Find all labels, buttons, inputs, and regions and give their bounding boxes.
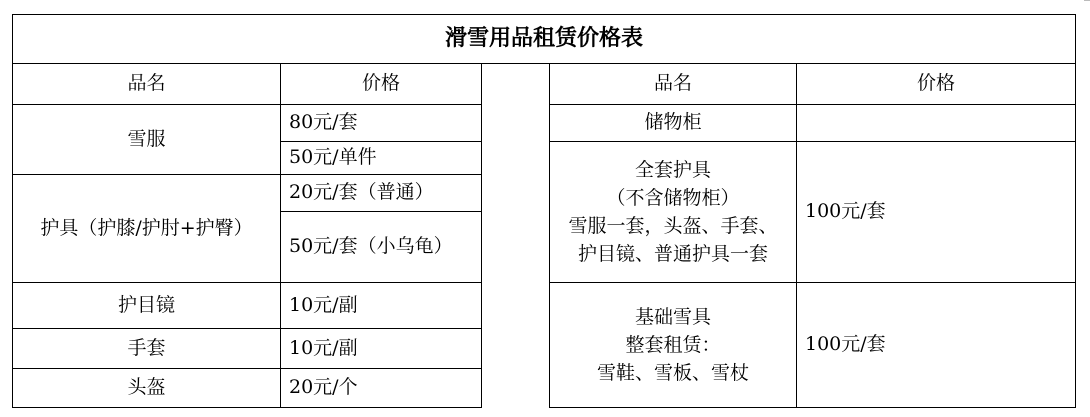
full-set-line-4: 护目镜、普通护具一套 [577,243,768,265]
helmet-price: 20元/个 [289,376,358,399]
basic-set-description [550,283,796,407]
full-set-line-2: （不含储物柜） [606,187,740,209]
ski-suit-price-set: 80元/套 [289,111,358,134]
protective-gear-price-normal: 20元/套（普通） [289,181,434,204]
full-set-line-3: 雪服一套，头盔、手套、 [568,215,778,237]
gloves-price: 10元/副 [289,336,358,359]
left-table-right-border [481,63,482,408]
locker-name: 储物柜 [644,111,702,134]
basic-set-price: 100元/套 [805,333,886,356]
title-right-border [1075,14,1076,408]
goggles-name: 护目镜 [117,293,175,316]
table-title: 滑雪用品租赁价格表 [444,26,643,52]
helmet-name: 头盔 [127,376,166,399]
protective-gear-name: 护具（护膝/护肘+护臀） [40,216,253,239]
left-table-bottom-border [12,407,482,408]
left-header-price: 价格 [361,72,400,95]
full-set-description [550,142,796,282]
right-header-name: 品名 [653,72,692,95]
right-header-price: 价格 [916,72,955,95]
right-table-bottom-border [549,407,1076,408]
page-edge-mark [1084,0,1090,1]
protective-gear-price-turtle: 50元/套（小乌龟） [289,235,453,258]
goggles-price: 10元/副 [289,293,358,316]
basic-set-line-2: 整套租赁： [625,334,721,356]
left-header-name: 品名 [127,72,166,95]
ski-suit-price-single: 50元/单件 [289,146,377,169]
locker-price [797,105,1075,141]
gloves-name: 手套 [127,336,166,359]
ski-suit-name: 雪服 [127,127,166,150]
basic-set-line-3: 雪鞋、雪板、雪杖 [596,362,749,384]
full-set-price: 100元/套 [805,200,886,223]
basic-set-line-1: 基础雪具 [634,306,711,328]
full-set-line-1: 全套护具 [634,159,711,181]
